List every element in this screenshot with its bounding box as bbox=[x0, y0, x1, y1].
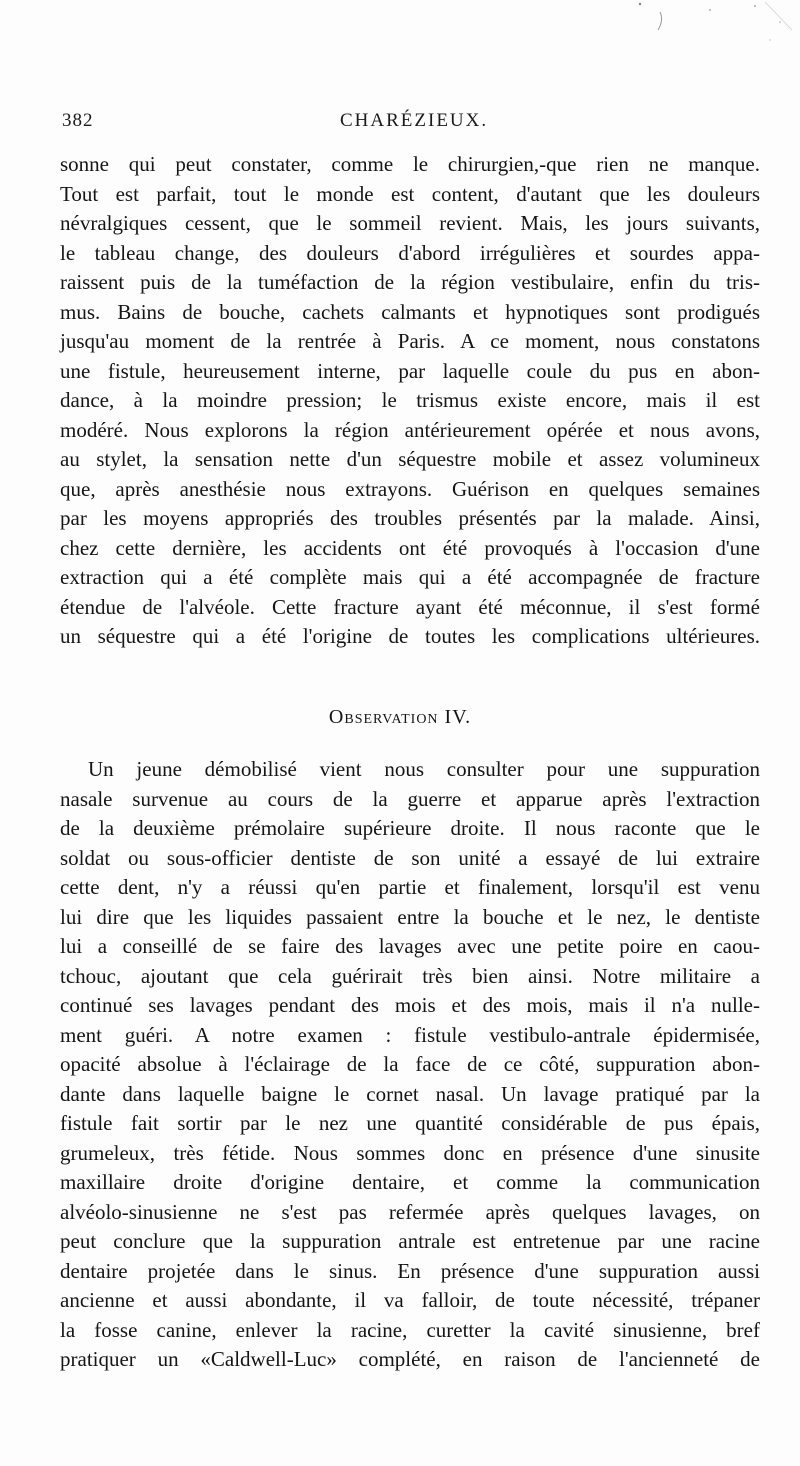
paper-specks bbox=[560, 0, 800, 70]
text-line: dance, à la moindre pression; le trismus existe encore, mais il est bbox=[60, 388, 760, 412]
text-line: dentaire projetée dans le sinus. En présence d'une suppuration aussi bbox=[60, 1258, 760, 1283]
text-line: névralgiques cessent, que le sommeil revient. Mais, les jours suivants, bbox=[60, 211, 760, 235]
text-line: mus. Bains de bouche, cachets calmants et hypnotiques sont prodigués bbox=[60, 299, 760, 324]
text-line: nasale survenue au cours de la guerre et apparue après l'extraction bbox=[60, 786, 760, 811]
text-line: raissent puis de la tuméfaction de la région vestibulaire, enfin du tris- bbox=[60, 270, 760, 294]
section-title bbox=[0, 706, 800, 729]
text-line: dante dans laquelle baigne le cornet nasal. Un lavage pratiqué par la bbox=[60, 1081, 760, 1106]
text-line: la fosse canine, enlever la racine, curetter la cavité sinusienne, bref bbox=[60, 1317, 760, 1342]
text-line: étendue de l'alvéole. Cette fracture ayant été méconnue, il s'est formé bbox=[60, 594, 760, 619]
text-line: ancienne et aussi abondante, il va falloir, de toute nécessité, trépaner bbox=[60, 1288, 760, 1312]
section-title-word: Observation bbox=[328, 706, 439, 728]
text-line: un séquestre qui a été l'origine de toutes les complications ultérieures. bbox=[60, 624, 760, 648]
paragraph-observation-iv bbox=[60, 755, 760, 1375]
text-line: le tableau change, des douleurs d'abord irrégulières et sourdes appa- bbox=[60, 240, 760, 265]
text-line: que, après anesthésie nous extrayons. Guérison en quelques semaines bbox=[60, 476, 760, 501]
text-line: Un jeune démobilisé vient nous consulter pour une suppuration bbox=[88, 757, 760, 781]
section-title-number: IV. bbox=[444, 706, 472, 728]
text-line: tchouc, ajoutant que cela guérirait très bien ainsi. Notre militaire a bbox=[60, 963, 760, 988]
text-line: ment guéri. A notre examen : fistule vestibulo-antrale épidermisée, bbox=[60, 1022, 760, 1047]
text-line: une fistule, heureusement interne, par laquelle coule du pus en abon- bbox=[60, 358, 760, 383]
text-line: lui dire que les liquides passaient entre la bouche et le nez, le dentiste bbox=[60, 904, 760, 929]
text-line: maxillaire droite d'origine dentaire, et comme la communication bbox=[60, 1170, 760, 1194]
text-line: grumeleux, très fétide. Nous sommes donc en présence d'une sinusite bbox=[60, 1140, 760, 1165]
text-line: Tout est parfait, tout le monde est content, d'autant que les douleurs bbox=[60, 181, 760, 206]
text-line: pratiquer un «Caldwell-Luc» complété, en raison de l'ancienneté de bbox=[60, 1347, 760, 1371]
text-line: peut conclure que la suppuration antrale est entretenue par une racine bbox=[60, 1229, 760, 1253]
text-line: cette dent, n'y a réussi qu'en partie et finalement, lorsqu'il est venu bbox=[60, 875, 760, 899]
text-line: soldat ou sous-officier dentiste de son unité a essayé de lui extraire bbox=[60, 845, 760, 870]
text-line: modéré. Nous explorons la région antérieurement opérée et nous avons, bbox=[60, 417, 760, 442]
page-number: 382 bbox=[62, 110, 94, 131]
page-header bbox=[62, 110, 760, 140]
text-line: sonne qui peut constater, comme le chirurgien,-que rien ne manque. bbox=[60, 152, 760, 176]
text-line: de la deuxième prémolaire supérieure droite. Il nous raconte que le bbox=[60, 816, 760, 840]
running-head: CHARÉZIEUX. bbox=[340, 110, 489, 131]
text-line: alvéolo-sinusienne ne s'est pas refermée après quelques lavages, on bbox=[60, 1199, 760, 1224]
text-line: au stylet, la sensation nette d'un séquestre mobile et assez volumineux bbox=[60, 447, 760, 471]
text-line: lui a conseillé de se faire des lavages avec une petite poire en caou- bbox=[60, 934, 760, 958]
text-line: fistule fait sortir par le nez une quantité considérable de pus épais, bbox=[60, 1111, 760, 1135]
text-line: continué ses lavages pendant des mois et des mois, mais il n'a nulle- bbox=[60, 993, 760, 1017]
text-line: extraction qui a été complète mais qui a été accompagnée de fracture bbox=[60, 565, 760, 589]
text-line: jusqu'au moment de la rentrée à Paris. A ce moment, nous constatons bbox=[60, 329, 760, 353]
text-line: opacité absolue à l'éclairage de la face de ce côté, suppuration abon- bbox=[60, 1052, 760, 1076]
paragraph-case-continuation bbox=[60, 150, 760, 652]
text-line: chez cette dernière, les accidents ont été provoqués à l'occasion d'une bbox=[60, 535, 760, 560]
text-line: par les moyens appropriés des troubles présentés par la malade. Ainsi, bbox=[60, 506, 760, 530]
